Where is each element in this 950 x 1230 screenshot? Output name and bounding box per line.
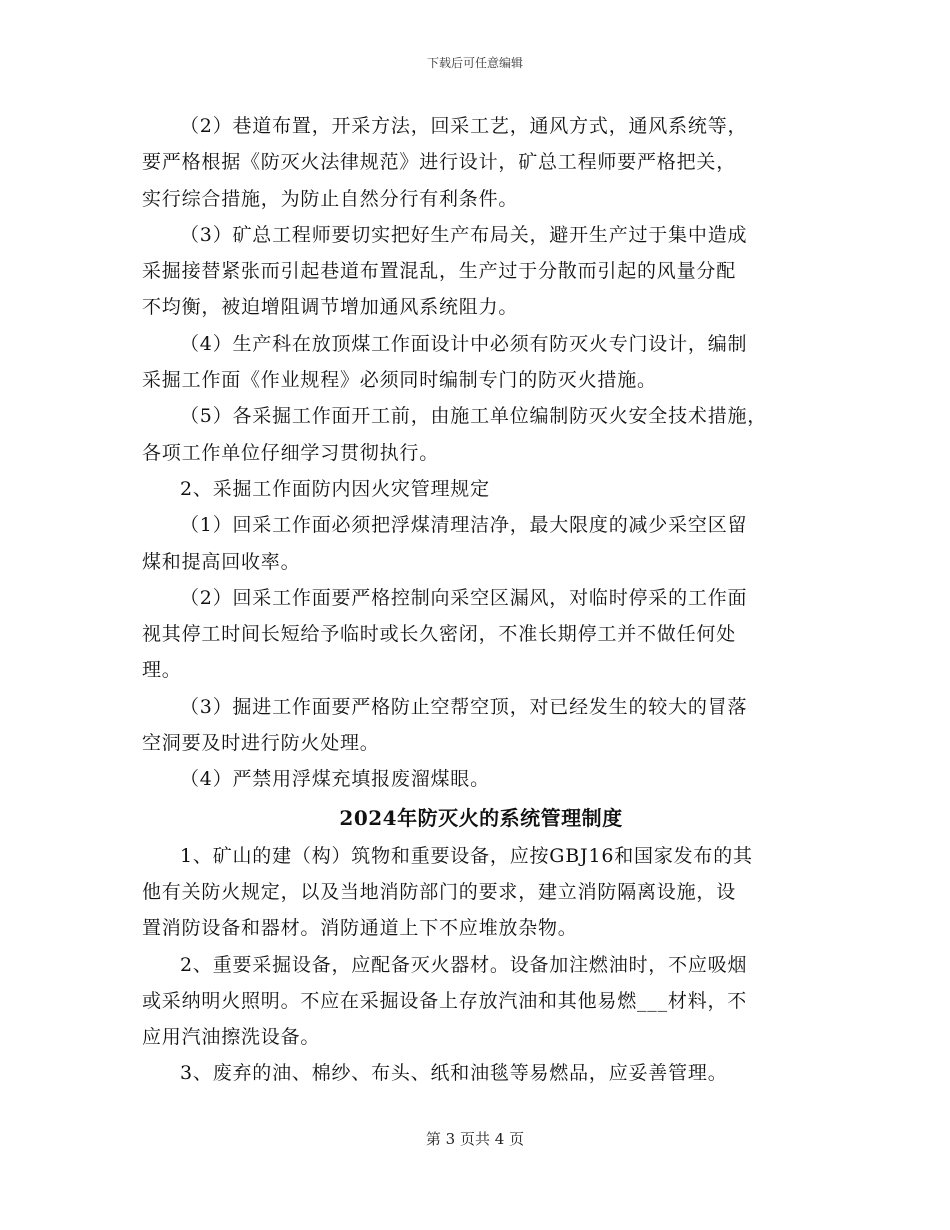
text-line: （4）严禁用浮煤充填报废溜煤眼。 xyxy=(180,768,490,791)
paragraph xyxy=(142,507,820,580)
text-line: 空洞要及时进行防火处理。 xyxy=(142,732,380,755)
paragraphs-before xyxy=(142,108,820,798)
paragraph xyxy=(142,580,820,689)
text-line: 煤和提高回收率。 xyxy=(142,550,301,573)
text-line: 实行综合措施，为防止自然分行有利条件。 xyxy=(142,187,519,210)
page-header: 下载后可任意编辑 xyxy=(426,56,523,70)
text-line: （5）各采掘工作面开工前，由施工单位编制防灭火安全技术措施， xyxy=(180,405,768,428)
text-line: （2）巷道布置，开采方法，回采工艺，通风方式，通风系统等， xyxy=(180,115,748,137)
section-title: 2024年防灭火的系统管理制度 xyxy=(339,805,623,830)
text-line: 要严格根据《防灭火法律规范》进行设计，矿总工程师要严格把关， xyxy=(142,151,737,174)
text-line: 应用汽油擦洗设备。 xyxy=(142,1026,321,1049)
text-line: （4）生产科在放顶煤工作面设计中必须有防灭火专门设计，编制 xyxy=(180,332,748,355)
text-line: 不均衡，被迫增阻调节增加通风系统阻力。 xyxy=(142,296,519,319)
paragraph xyxy=(142,217,820,326)
paragraph xyxy=(142,108,820,217)
paragraph xyxy=(142,838,820,947)
text-line: 他有关防火规定，以及当地消防部门的要求，建立消防隔离设施，设 xyxy=(142,880,737,903)
text-line: （3）矿总工程师要切实把好生产布局关，避开生产过于集中造成 xyxy=(180,223,748,246)
text-line: 2、重要采掘设备，应配备灭火器材。设备加注燃油时，不应吸烟 xyxy=(180,953,748,976)
paragraphs-after xyxy=(142,838,820,1092)
text-line: 3、废弃的油、棉纱、布头、纸和油毯等易燃品，应妥善管理。 xyxy=(180,1062,728,1085)
document-body xyxy=(142,108,820,1092)
paragraph xyxy=(142,689,820,762)
page-footer: 第 3 页共 4 页 xyxy=(425,1130,525,1148)
text-line: 1、矿山的建（构）筑物和重要设备，应按GBJ16和国家发布的其 xyxy=(180,844,753,867)
paragraph xyxy=(142,1055,820,1091)
text-line: 采掘接替紧张而引起巷道布置混乱，生产过于分散而引起的风量分配 xyxy=(142,260,737,283)
text-line: 各项工作单位仔细学习贯彻执行。 xyxy=(142,441,440,464)
text-line: 采掘工作面《作业规程》必须同时编制专门的防灭火措施。 xyxy=(142,369,657,392)
text-line: （2）回采工作面要严格控制向采空区漏风，对临时停采的工作面 xyxy=(180,586,748,609)
paragraph xyxy=(142,947,820,1056)
paragraph xyxy=(142,761,820,797)
text-line: 2、采掘工作面防内因火灾管理规定 xyxy=(180,477,490,500)
text-line: （3）掘进工作面要严格防止空帮空顶，对已经发生的较大的冒落 xyxy=(180,695,748,718)
paragraph xyxy=(142,471,820,507)
text-line: 或采纳明火照明。不应在采掘设备上存放汽油和其他易燃___材料，不 xyxy=(142,989,748,1012)
text-line: （1）回采工作面必须把浮煤清理洁净，最大限度的减少采空区留 xyxy=(180,514,748,537)
paragraph xyxy=(142,326,820,399)
paragraph xyxy=(142,398,820,471)
text-line: 理。 xyxy=(142,659,182,682)
text-line: 视其停工时间长短给予临时或长久密闭，不准长期停工并不做任何处 xyxy=(142,623,737,646)
text-line: 置消防设备和器材。消防通道上下不应堆放杂物。 xyxy=(142,917,578,940)
